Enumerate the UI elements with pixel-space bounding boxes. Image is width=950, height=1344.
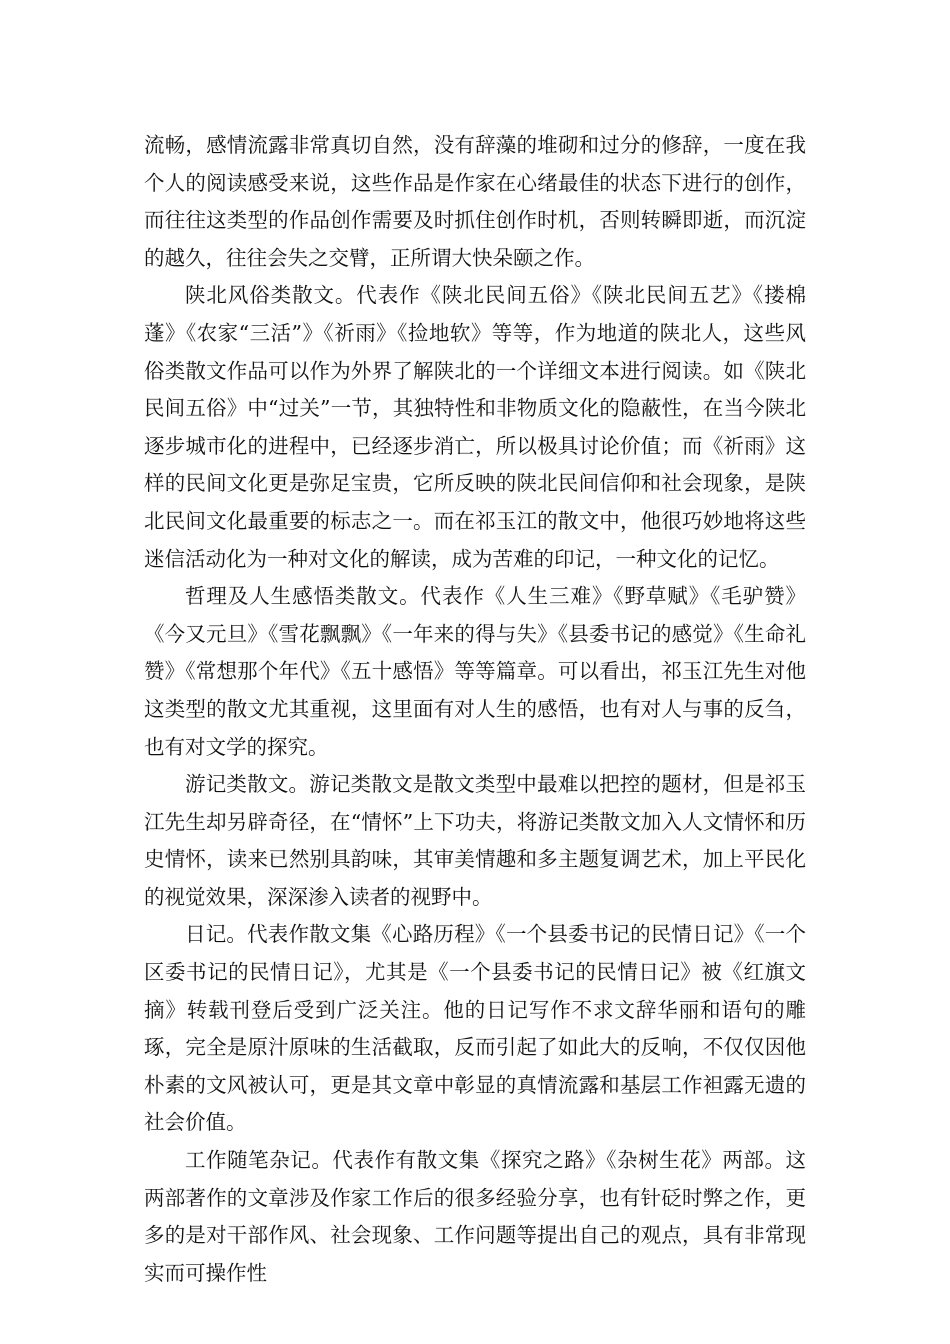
paragraph-folk-essays: 陕北风俗类散文。代表作《陕北民间五俗》《陕北民间五艺》《搂棉蓬》《农家“三活”》《祈雨》《捡地软》等等，作为地道的陕北人，这些风俗类散文作品可以作为外界了解陕北的一个详细文本进行阅读。如《陕北民间五俗》中“过关”一节，其独特性和非物质文化的隐蔽性，在当今陕北逐步城市化的进程中，已经逐步消亡，所以极具讨论价值；而《祈雨》这样的民间文化更是弥足宝贵，它所反映的陕北民间信仰和社会现象，是陕北民间文化最重要的标志之一。而在祁玉江的散文中，他很巧妙地将这些迷信活动化为一种对文化的解读，成为苦难的印记，一种文化的记忆。 <box>144 283 806 571</box>
paragraph-continued: 流畅，感情流露非常真切自然，没有辞藻的堆砌和过分的修辞，一度在我个人的阅读感受来说，这些作品是作家在心绪最佳的状态下进行的创作，而往往这类型的作品创作需要及时抓住创作时机，否则转瞬即逝，而沉淀的越久，往往会失之交臂，正所谓大快朵颐之作。 <box>144 133 806 270</box>
paragraph-work-notes: 工作随笔杂记。代表作有散文集《探究之路》《杂树生花》两部。这两部著作的文章涉及作家工作后的很多经验分享，也有针砭时弊之作，更多的是对干部作风、社会现象、工作问题等提出自己的观点，具有非常现实而可操作性 <box>144 1148 806 1285</box>
paragraph-diary: 日记。代表作散文集《心路历程》《一个县委书记的民情日记》《一个区委书记的民情日记》，尤其是《一个县委书记的民情日记》被《红旗文摘》转载刊登后受到广泛关注。他的日记写作不求文辞华丽和语句的雕琢，完全是原汁原味的生活截取，反而引起了如此大的反响，不仅仅因他朴素的文风被认可，更是其文章中彰显的真情流露和基层工作袒露无遗的社会价值。 <box>144 922 806 1135</box>
paragraph-travel-essays: 游记类散文。游记类散文是散文类型中最难以把控的题材，但是祁玉江先生却另辟奇径，在“情怀”上下功夫，将游记类散文加入人文情怀和历史情怀，读来已然别具韵味，其审美情趣和多主题复调艺术，加上平民化的视觉效果，深深渗入读者的视野中。 <box>144 772 806 909</box>
paragraph-philosophy-essays: 哲理及人生感悟类散文。代表作《人生三难》《野草赋》《毛驴赞》《今又元旦》《雪花飘飘》《一年来的得与失》《县委书记的感觉》《生命礼赞》《常想那个年代》《五十感悟》等等篇章。可以看出，祁玉江先生对他这类型的散文尤其重视，这里面有对人生的感悟，也有对人与事的反刍，也有对文学的探究。 <box>144 584 806 759</box>
body-text <box>144 127 806 1292</box>
